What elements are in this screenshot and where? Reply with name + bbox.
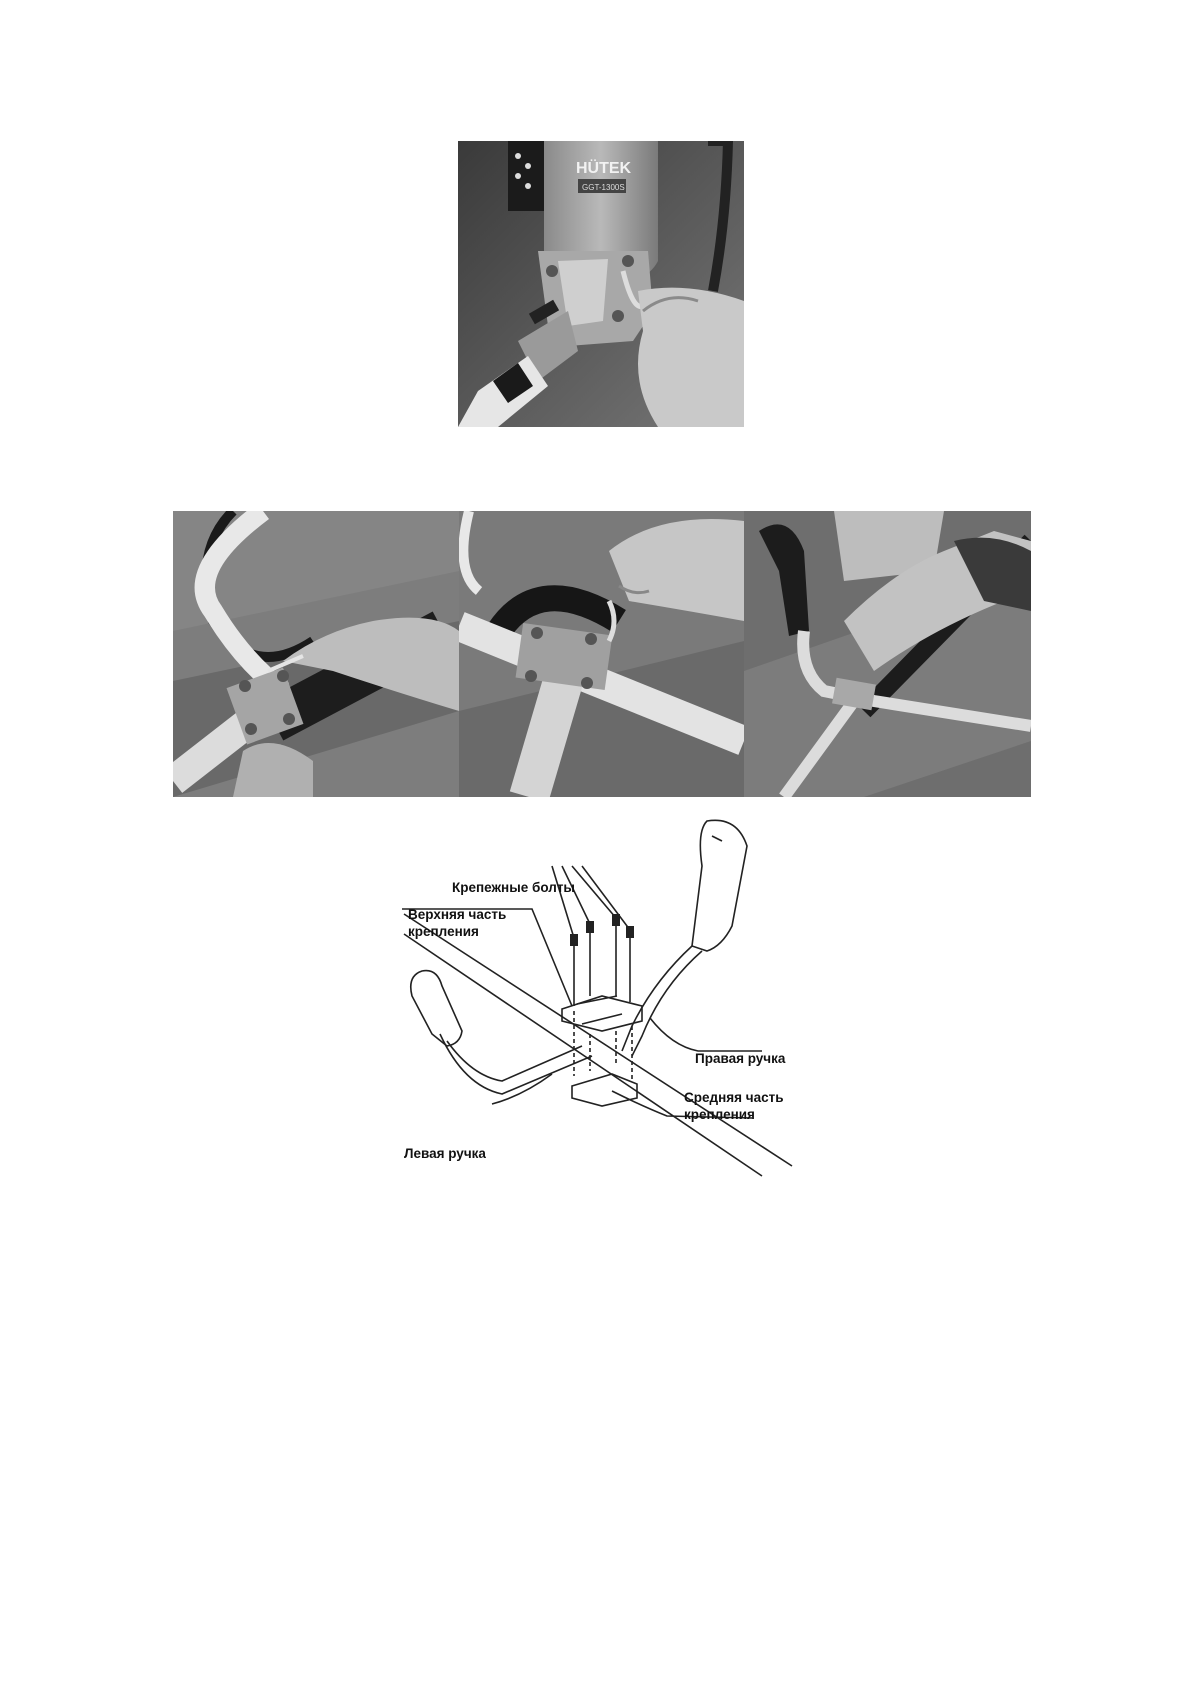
right-handle-label: Правая ручка (695, 1051, 786, 1066)
middle-mount-label-line1: Средняя часть (684, 1090, 784, 1105)
engine-assembly-photo (458, 141, 744, 427)
handle-mount-photo-3 (744, 511, 1031, 797)
bolts-label: Крепежные болты (452, 880, 575, 895)
handle-assembly-diagram (402, 806, 802, 1178)
brand-logo: HÜTEK (576, 160, 632, 177)
model-label: GGT-1300S (582, 183, 625, 192)
bolt-icon (239, 680, 251, 692)
left-handle-label: Левая ручка (404, 1146, 486, 1161)
handle-mount-photo-2 (459, 511, 744, 797)
middle-mount-label-line2: крепления (684, 1107, 755, 1122)
upper-mount-label-line1: Верхняя часть (408, 907, 507, 922)
handle-mount-photo-1 (173, 511, 459, 797)
upper-mount-label-line2: крепления (408, 924, 479, 939)
